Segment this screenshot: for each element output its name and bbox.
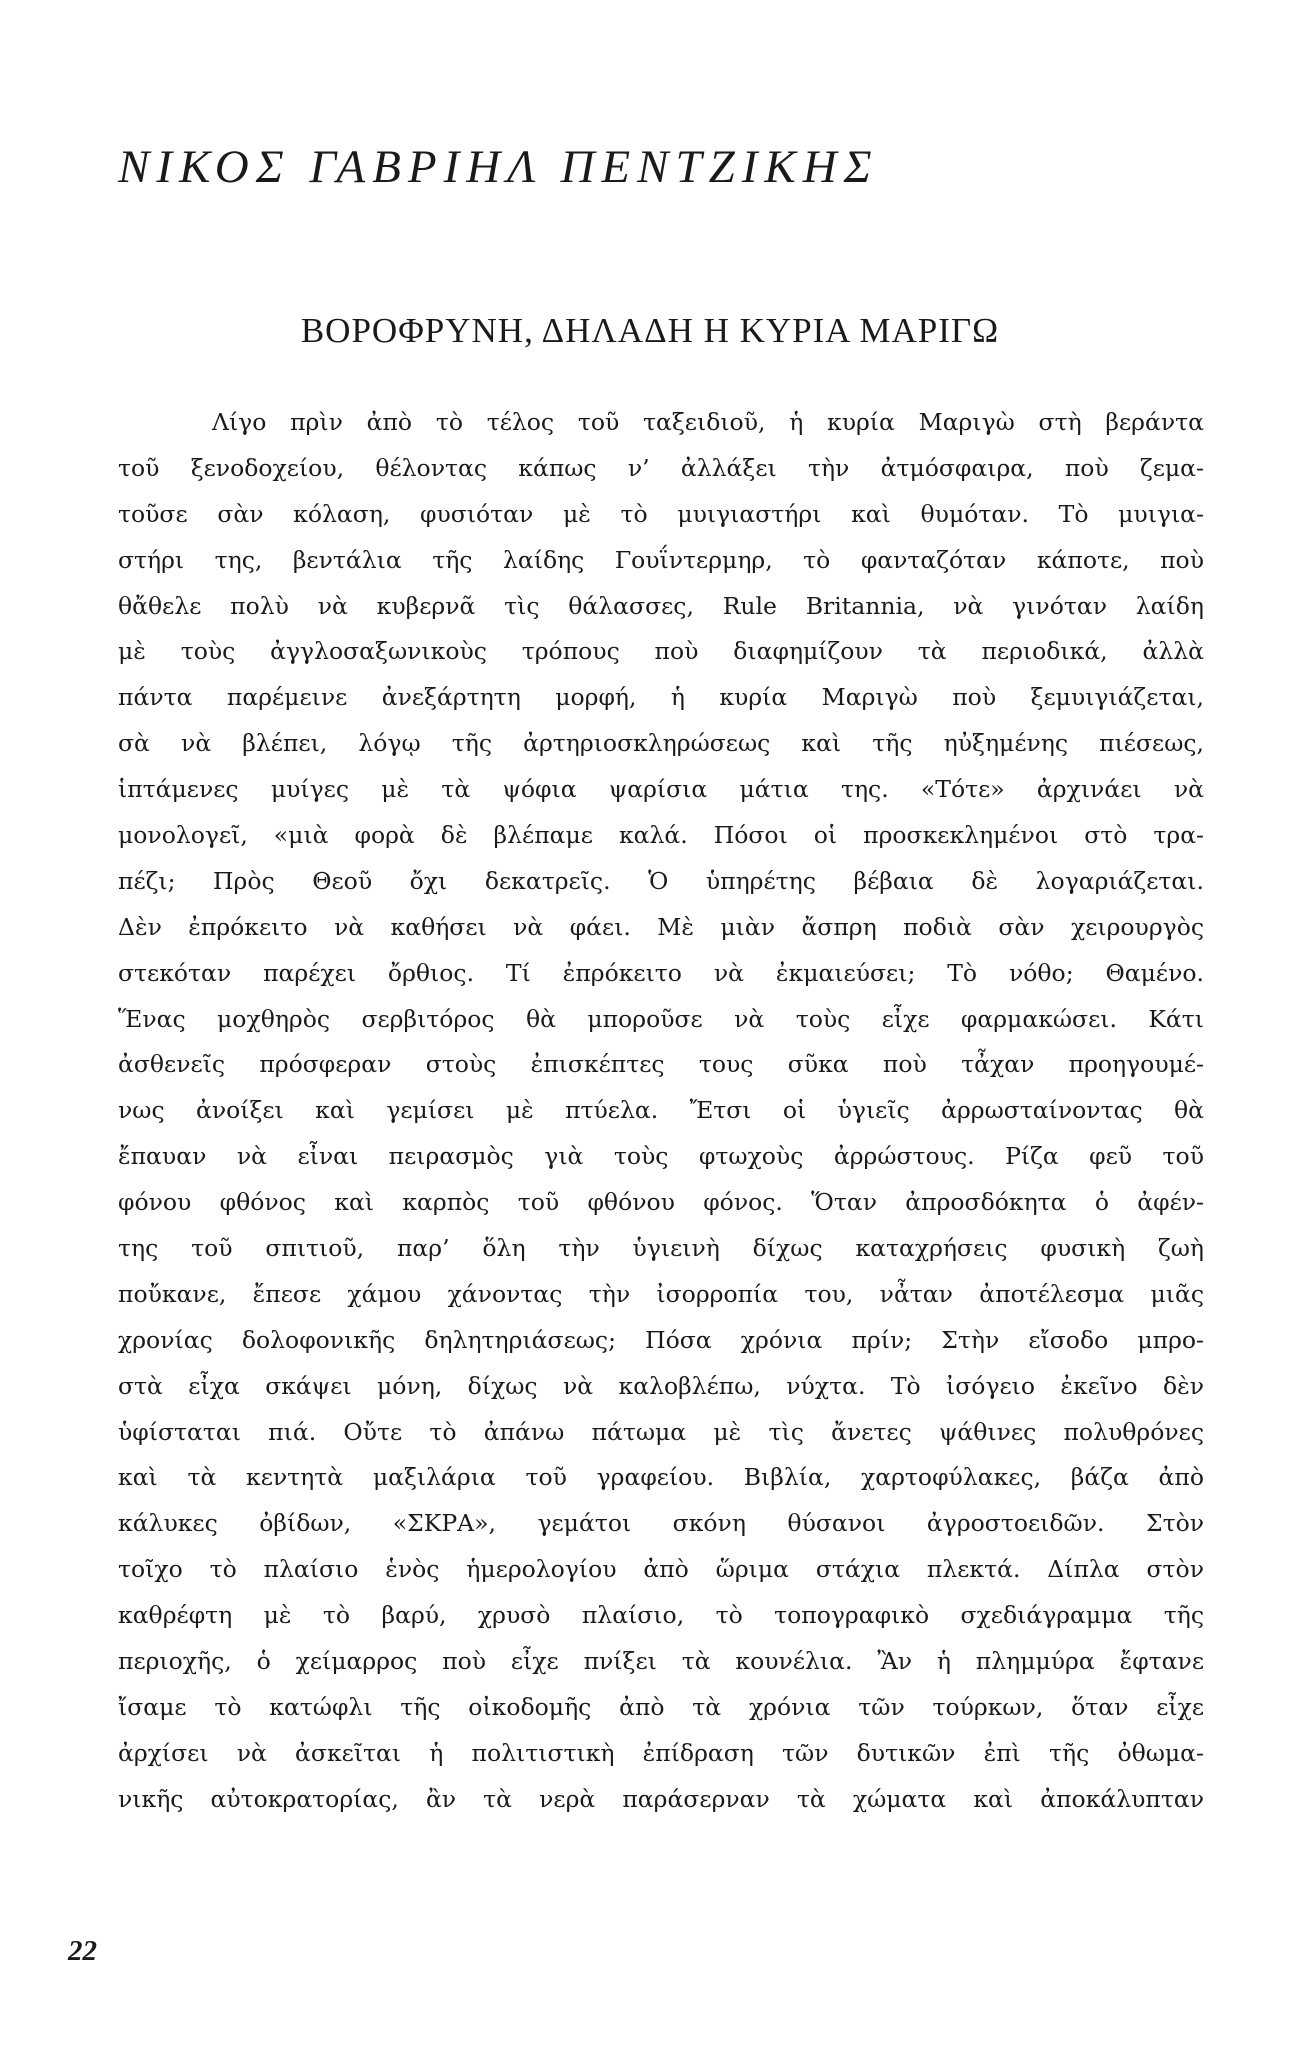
text-line: ὑφίσταται πιά. Οὔτε τὸ ἀπάνω πάτωμα μὲ τὶς ἄνετες ψάθινες πολυθρόνες: [118, 1417, 1204, 1446]
page-number: 22: [68, 1935, 97, 1967]
text-line: μὲ τοὺς ἀγγλοσαξωνικοὺς τρόπους ποὺ διαφημίζουν τὰ περιοδικά, ἀλλὰ: [118, 637, 1204, 666]
body-text: [118, 400, 1204, 1823]
text-line: ποὔκανε, ἔπεσε χάμου χάνοντας τὴν ἰσορροπία του, νἆταν ἀποτέλεσμα μιᾶς: [118, 1279, 1204, 1308]
text-line: χρονίας δολοφονικῆς δηλητηριάσεως; Πόσα χρόνια πρίν; Στὴν εἴσοδο μπρο-: [118, 1325, 1204, 1354]
text-line: Λίγο πρὶν ἀπὸ τὸ τέλος τοῦ ταξειδιοῦ, ἡ κυρία Μαριγὼ στὴ βεράντα: [212, 408, 1204, 436]
text-line: νικῆς αὐτοκρατορίας, ἂν τὰ νερὰ παράσερναν τὰ χώματα καὶ ἀποκάλυπταν: [118, 1784, 1204, 1813]
text-line: πέζι; Πρὸς Θεοῦ ὄχι δεκατρεῖς. Ὁ ὑπηρέτης βέβαια δὲ λογαριάζεται.: [118, 866, 1204, 895]
text-line: ἱπτάμενες μυίγες μὲ τὰ ψόφια ψαρίσια μάτια της. «Τότε» ἀρχινάει νὰ: [118, 775, 1204, 804]
text-line: θἄθελε πολὺ νὰ κυβερνᾶ τὶς θάλασσες, Rule Britannia, νὰ γινόταν λαίδη: [118, 591, 1204, 620]
text-line: Ἕνας μοχθηρὸς σερβιτόρος θὰ μποροῦσε νὰ τοὺς εἶχε φαρμακώσει. Κάτι: [118, 1004, 1204, 1033]
text-line: καθρέφτη μὲ τὸ βαρύ, χρυσὸ πλαίσιο, τὸ τοπογραφικὸ σχεδιάγραμμα τῆς: [118, 1601, 1204, 1630]
author-heading: ΝΙΚΟΣ ΓΑΒΡΙΗΛ ΠΕΝΤΖΙΚΗΣ: [118, 141, 879, 193]
text-line: κάλυκες ὀβίδων, «ΣΚΡΑ», γεμάτοι σκόνη θύσανοι ἀγροστοειδῶν. Στὸν: [118, 1509, 1204, 1538]
text-line: φόνου φθόνος καὶ καρπὸς τοῦ φθόνου φόνος. Ὅταν ἀπροσδόκητα ὁ ἀφέν-: [118, 1188, 1204, 1217]
text-line: πάντα παρέμεινε ἀνεξάρτητη μορφή, ἡ κυρία Μαριγὼ ποὺ ξεμυιγιάζεται,: [118, 683, 1204, 712]
text-line: ἴσαμε τὸ κατώφλι τῆς οἰκοδομῆς ἀπὸ τὰ χρόνια τῶν τούρκων, ὅταν εἶχε: [118, 1692, 1204, 1721]
text-line: τοῦ ξενοδοχείου, θέλοντας κάπως ν’ ἀλλάξει τὴν ἀτμόσφαιρα, ποὺ ζεμα-: [118, 453, 1204, 482]
text-line: σὰ νὰ βλέπει, λόγῳ τῆς ἀρτηριοσκληρώσεως καὶ τῆς ηὐξημένης πιέσεως,: [118, 729, 1204, 758]
text-line: ἀρχίσει νὰ ἀσκεῖται ἡ πολιτιστικὴ ἐπίδραση τῶν δυτικῶν ἐπὶ τῆς ὀθωμα-: [118, 1738, 1204, 1767]
text-line: μονολογεῖ, «μιὰ φορὰ δὲ βλέπαμε καλά. Πόσοι οἱ προσκεκλημένοι στὸ τρα-: [118, 821, 1204, 850]
text-line: τοῦσε σὰν κόλαση, φυσιόταν μὲ τὸ μυιγιαστήρι καὶ θυμόταν. Τὸ μυιγια-: [118, 499, 1204, 528]
text-line: νως ἀνοίξει καὶ γεμίσει μὲ πτύελα. Ἔτσι οἱ ὑγιεῖς ἀρρωσταίνοντας θὰ: [118, 1096, 1204, 1125]
text-line: στεκόταν παρέχει ὄρθιος. Τί ἐπρόκειτο νὰ ἐκμαιεύσει; Τὸ νόθο; Θαμένο.: [118, 958, 1204, 987]
text-line: καὶ τὰ κεντητὰ μαξιλάρια τοῦ γραφείου. Βιβλία, χαρτοφύλακες, βάζα ἀπὸ: [118, 1463, 1204, 1492]
text-line: Δὲν ἐπρόκειτο νὰ καθήσει νὰ φάει. Μὲ μιὰν ἄσπρη ποδιὰ σὰν χειρουργὸς: [118, 912, 1204, 941]
text-line: της τοῦ σπιτιοῦ, παρ’ ὅλη τὴν ὑγιεινὴ δίχως καταχρήσεις φυσικὴ ζωὴ: [118, 1234, 1204, 1263]
text-line: στήρι της, βεντάλια τῆς λαίδης Γουΐντερμηρ, τὸ φανταζόταν κάποτε, ποὺ: [118, 545, 1204, 574]
text-line: ἀσθενεῖς πρόσφεραν στοὺς ἐπισκέπτες τους σῦκα ποὺ τἆχαν προηγουμέ-: [118, 1050, 1204, 1079]
chapter-title: ΒΟΡΟΦΡΥΝΗ, ΔΗΛΑΔΗ Η ΚΥΡΙΑ ΜΑΡΙΓΩ: [300, 311, 1000, 350]
text-line: ἔπαυαν νὰ εἶναι πειρασμὸς γιὰ τοὺς φτωχοὺς ἀρρώστους. Ρίζα φεῦ τοῦ: [118, 1142, 1204, 1171]
text-line: στὰ εἶχα σκάψει μόνη, δίχως νὰ καλοβλέπω, νύχτα. Τὸ ἰσόγειο ἐκεῖνο δὲν: [118, 1371, 1204, 1400]
text-line: τοῖχο τὸ πλαίσιο ἑνὸς ἡμερολογίου ἀπὸ ὥριμα στάχια πλεκτά. Δίπλα στὸν: [118, 1555, 1204, 1584]
text-line: περιοχῆς, ὁ χείμαρρος ποὺ εἶχε πνίξει τὰ κουνέλια. Ἂν ἡ πλημμύρα ἔφτανε: [118, 1647, 1204, 1676]
